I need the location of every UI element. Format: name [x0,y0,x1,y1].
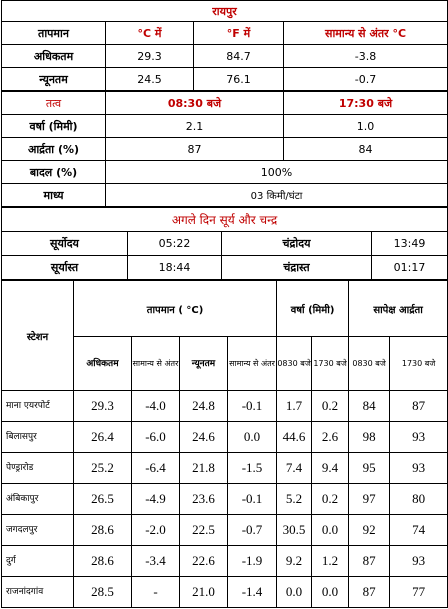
station-temp-header: तापमान ( °C) [74,281,277,337]
time2-header: 17:30 बजे [284,92,448,115]
station-min-diff: -0.7 [228,515,277,546]
station-max: 28.6 [74,546,132,577]
station-min-diff: -0.1 [228,484,277,515]
station-max: 26.5 [74,484,132,515]
station-rh-0830: 98 [349,422,390,453]
table-row [2,115,448,138]
celsius-header: °C में [106,22,194,45]
station-min-diff: -1.4 [228,577,277,608]
table-row [2,484,448,515]
sun-moon-title: अगले दिन सूर्य और चन्द्र [2,208,448,232]
station-max: 28.6 [74,515,132,546]
sunset-label: सूर्यास्त [2,256,128,280]
table-row [2,422,448,453]
station-rain-1730: 0.0 [312,577,349,608]
station-name: पेण्ड्रारोड [2,453,74,484]
row-label: वर्षा (मिमी) [2,115,106,138]
value-f: 76.1 [194,68,284,91]
station-rain-1730: 0.0 [312,515,349,546]
time1-header: 08:30 बजे [106,92,284,115]
cloud-value: 100% [106,161,448,184]
value-1730: 84 [284,138,448,161]
station-max: 28.5 [74,577,132,608]
table-row [2,184,448,207]
station-name: राजनांदगांव [2,577,74,608]
station-rain-1730: 0.2 [312,484,349,515]
station-rain-0830: 30.5 [277,515,312,546]
moonset-value: 01:17 [372,256,448,280]
city-title: रायपुर [2,1,448,22]
sunrise-value: 05:22 [128,232,222,256]
sub-max-diff: सामान्य से अंतर [132,337,180,391]
station-min-diff: 0.0 [228,422,277,453]
station-name: दुर्ग [2,546,74,577]
table-row [2,453,448,484]
moonrise-label: चंद्रोदय [222,232,372,256]
cloud-label: बादल (%) [2,161,106,184]
value-diff: -3.8 [284,45,448,68]
station-rain-0830: 44.6 [277,422,312,453]
table-row [2,45,448,68]
moonrise-value: 13:49 [372,232,448,256]
station-rh-1730: 74 [390,515,448,546]
fahrenheit-header: °F में [194,22,284,45]
station-rh-0830: 97 [349,484,390,515]
station-max: 29.3 [74,391,132,422]
station-header: स्टेशन [2,281,74,391]
elements-table [1,91,448,207]
sun-moon-table [1,207,448,280]
station-rain-1730: 0.2 [312,391,349,422]
station-max-diff: -4.0 [132,391,180,422]
table-row [2,161,448,184]
station-rh-1730: 80 [390,484,448,515]
station-rain-header: वर्षा (मिमी) [277,281,349,337]
station-min-diff: -1.5 [228,453,277,484]
station-rh-1730: 87 [390,391,448,422]
station-rain-0830: 9.2 [277,546,312,577]
table-row [2,577,448,608]
wind-value: 03 किमी/घंटा [106,184,448,207]
moonset-label: चंद्रास्त [222,256,372,280]
station-rh-0830: 95 [349,453,390,484]
table-row [2,232,448,256]
station-max: 26.4 [74,422,132,453]
station-rh-1730: 93 [390,422,448,453]
value-1730: 1.0 [284,115,448,138]
station-rain-0830: 5.2 [277,484,312,515]
sunset-value: 18:44 [128,256,222,280]
table-row [2,68,448,91]
station-rh-0830: 92 [349,515,390,546]
element-header: तत्व [2,92,106,115]
station-min-diff: -0.1 [228,391,277,422]
station-min: 22.6 [180,546,228,577]
temp-header: तापमान [2,22,106,45]
station-name: अंबिकापुर [2,484,74,515]
station-max-diff: -6.4 [132,453,180,484]
row-label: अधिकतम [2,45,106,68]
station-rh-1730: 77 [390,577,448,608]
city-temperature-table [1,0,448,91]
table-row [2,546,448,577]
station-rh-0830: 87 [349,577,390,608]
table-row [2,391,448,422]
table-row [2,138,448,161]
table-row [2,256,448,280]
station-name: बिलासपुर [2,422,74,453]
station-min: 21.0 [180,577,228,608]
value-0830: 87 [106,138,284,161]
value-c: 24.5 [106,68,194,91]
row-label: आर्द्रता (%) [2,138,106,161]
station-rh-1730: 93 [390,546,448,577]
sub-rh-0830: 0830 बजे [349,337,390,391]
station-rh-0830: 84 [349,391,390,422]
station-max-diff: - [132,577,180,608]
table-row [2,515,448,546]
station-rows [2,391,448,608]
station-rh-0830: 87 [349,546,390,577]
station-name: माना एयरपोर्ट [2,391,74,422]
sub-rain-1730: 1730 बजे [312,337,349,391]
value-c: 29.3 [106,45,194,68]
station-rain-0830: 7.4 [277,453,312,484]
sub-rain-0830: 0830 बजे [277,337,312,391]
station-max-diff: -6.0 [132,422,180,453]
diff-header: सामान्य से अंतर °C [284,22,448,45]
station-min-diff: -1.9 [228,546,277,577]
station-min: 24.8 [180,391,228,422]
value-0830: 2.1 [106,115,284,138]
station-rain-0830: 0.0 [277,577,312,608]
value-f: 84.7 [194,45,284,68]
row-label: न्यूनतम [2,68,106,91]
station-min: 21.8 [180,453,228,484]
station-name: जगदलपुर [2,515,74,546]
station-max: 25.2 [74,453,132,484]
station-min: 24.6 [180,422,228,453]
station-max-diff: -2.0 [132,515,180,546]
sunrise-label: सूर्योदय [2,232,128,256]
station-max-diff: -4.9 [132,484,180,515]
wind-label: माध्य [2,184,106,207]
value-diff: -0.7 [284,68,448,91]
station-max-diff: -3.4 [132,546,180,577]
station-rh-1730: 93 [390,453,448,484]
station-min: 22.5 [180,515,228,546]
sub-rh-1730: 1730 बजे [390,337,448,391]
station-humidity-header: सापेक्ष आर्द्रता [349,281,448,337]
station-min: 23.6 [180,484,228,515]
stations-table [1,280,448,608]
weather-report [1,0,447,608]
station-rain-1730: 1.2 [312,546,349,577]
station-rain-1730: 9.4 [312,453,349,484]
sub-max: अधिकतम [74,337,132,391]
station-rain-0830: 1.7 [277,391,312,422]
sub-min: न्यूनतम [180,337,228,391]
sub-min-diff: सामान्य से अंतर [228,337,277,391]
station-rain-1730: 2.6 [312,422,349,453]
